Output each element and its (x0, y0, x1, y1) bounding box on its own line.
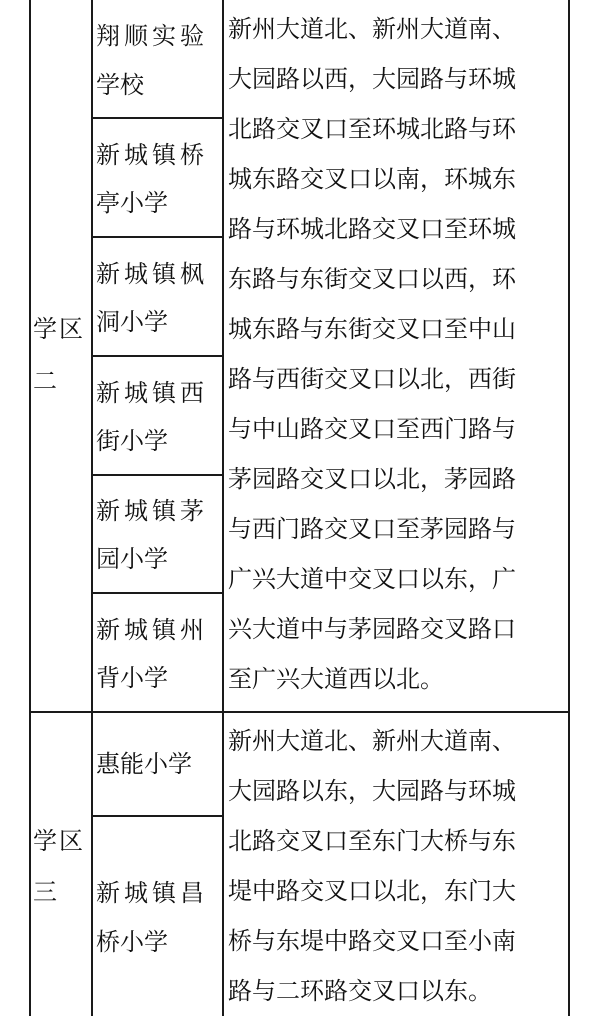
school-row-divider (91, 236, 224, 238)
area-line: 东路与东街交叉口以西，环 (228, 265, 516, 293)
school-row-divider (91, 815, 224, 817)
school-name: 新城镇桥 (96, 141, 208, 169)
table-left-border (29, 0, 31, 1016)
area-line: 路与西街交叉口以北，西街 (228, 365, 516, 393)
area-line: 兴大道中与茅园路交叉路口 (228, 615, 516, 643)
district-label: 学区 (33, 315, 85, 343)
area-line: 堤中路交叉口以北，东门大 (228, 877, 516, 905)
area-line: 路与二环路交叉口以东。 (228, 977, 492, 1005)
school-name-continued: 亭小学 (96, 189, 168, 217)
school-row-divider (91, 592, 224, 594)
school-name-continued: 背小学 (96, 664, 168, 692)
school-row-divider (91, 117, 224, 119)
school-name: 新城镇州 (96, 616, 208, 644)
school-column-divider (222, 0, 224, 1016)
area-line: 桥与东堤中路交叉口至小南 (228, 927, 516, 955)
school-name-continued: 洞小学 (96, 308, 168, 336)
table-right-border (568, 0, 570, 1016)
district-label-suffix: 二 (33, 367, 57, 395)
district-label: 学区 (33, 827, 85, 855)
area-line: 与西门路交叉口至茅园路与 (228, 515, 516, 543)
area-line: 北路交叉口至环城北路与环 (228, 115, 516, 143)
area-line: 新州大道北、新州大道南、 (228, 727, 516, 755)
area-line: 与中山路交叉口至西门路与 (228, 415, 516, 443)
area-line: 广兴大道中交叉口以东，广 (228, 565, 516, 593)
area-line: 茅园路交叉口以北，茅园路 (228, 465, 516, 493)
school-name-continued: 街小学 (96, 427, 168, 455)
area-line: 大园路以西，大园路与环城 (228, 65, 516, 93)
school-row-divider (91, 474, 224, 476)
school-name: 新城镇枫 (96, 260, 208, 288)
area-line: 新州大道北、新州大道南、 (228, 15, 516, 43)
area-line: 北路交叉口至东门大桥与东 (228, 827, 516, 855)
school-name-continued: 桥小学 (96, 928, 168, 956)
area-line: 城东路交叉口以南，环城东 (228, 165, 516, 193)
area-line: 城东路与东街交叉口至中山 (228, 315, 516, 343)
school-name: 新城镇西 (96, 379, 208, 407)
school-name: 新城镇昌 (96, 879, 208, 907)
school-name: 惠能小学 (96, 750, 192, 778)
district-label-suffix: 三 (33, 878, 57, 906)
area-line: 至广兴大道西以北。 (228, 665, 444, 693)
district-column-divider (91, 0, 93, 1016)
area-line: 大园路以东，大园路与环城 (228, 777, 516, 805)
area-line: 路与环城北路交叉口至环城 (228, 215, 516, 243)
school-name: 翔顺实验 (96, 22, 208, 50)
school-name-continued: 园小学 (96, 545, 168, 573)
school-name-continued: 学校 (96, 71, 144, 99)
school-name: 新城镇茅 (96, 497, 208, 525)
school-row-divider (91, 355, 224, 357)
district-row-divider (29, 711, 570, 713)
